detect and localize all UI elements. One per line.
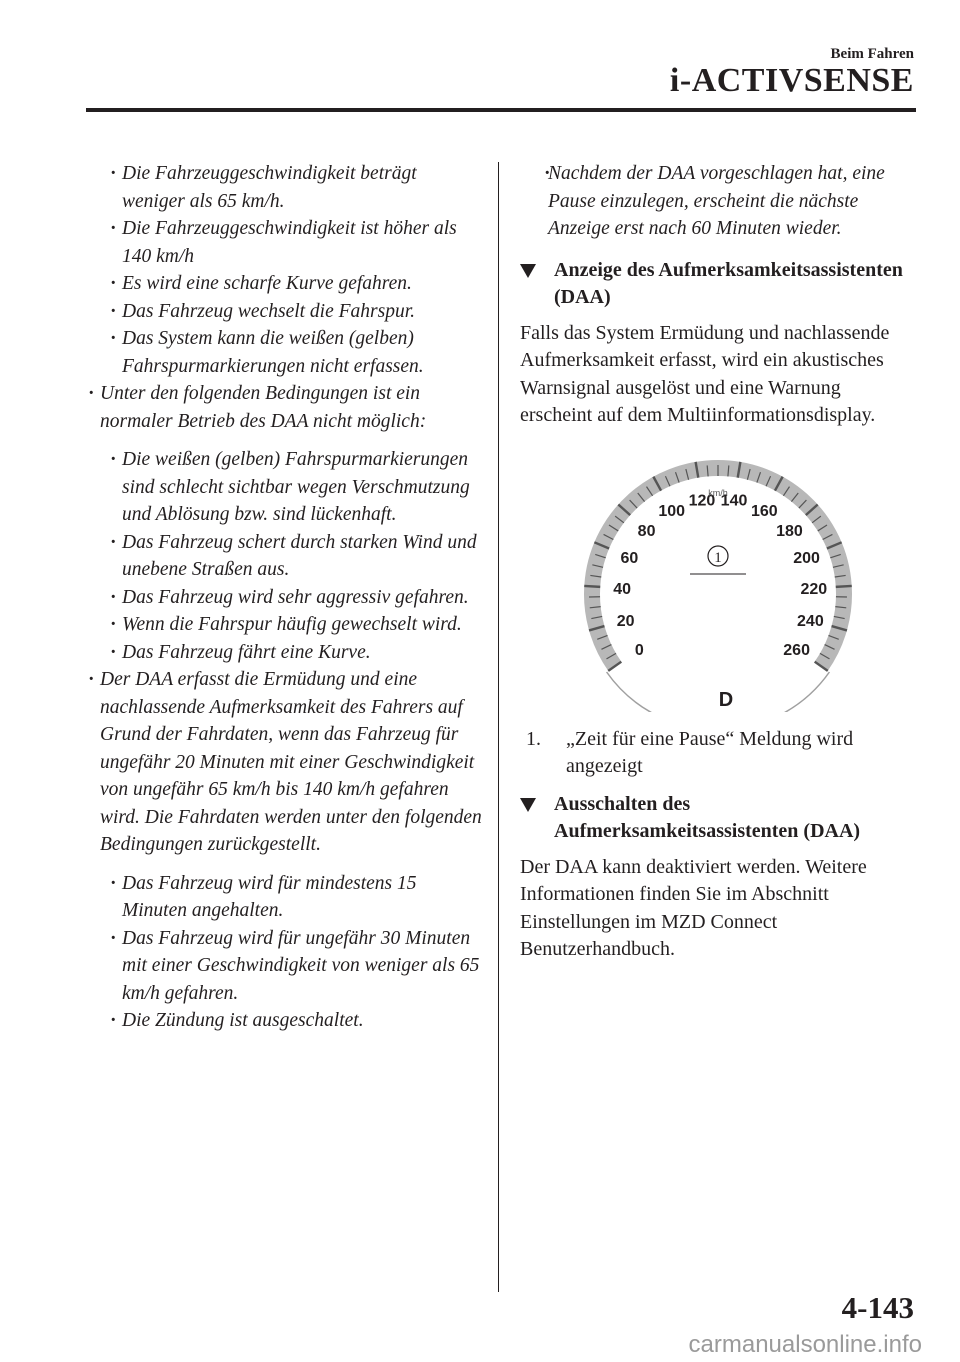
- item-number: 1.: [526, 727, 541, 750]
- gauge-label: 100: [658, 502, 686, 520]
- speedometer-figure: [520, 442, 916, 712]
- bullet-item: · Die Zündung ist ausgeschaltet.: [86, 1007, 484, 1035]
- callout-number: 1: [714, 549, 722, 566]
- main-bullet: · Unter den folgenden Bedingungen ist ein normaler Betrieb des DAA nicht möglich:: [86, 380, 484, 435]
- bullet-list-c: [86, 870, 484, 1035]
- bullet-item: · Die weißen (gelben) Fahrspurmarkierungen sind schlecht sichtbar wegen Verschmutzung und Ablösung bzw. sind lückenhaft.: [86, 446, 484, 529]
- gauge-label: 260: [783, 641, 810, 659]
- gauge-label: 200: [793, 549, 820, 567]
- gear-indicator: D: [718, 688, 734, 711]
- gauge-tick: [584, 585, 600, 586]
- triangle-marker-icon: [520, 264, 536, 278]
- header-section: Beim Fahren: [830, 46, 914, 62]
- gauge-label: 60: [620, 549, 639, 567]
- bullet-item: · Das System kann die weißen (gelben) Fahrspurmarkierungen nicht erfassen.: [86, 325, 484, 380]
- bullet-item: · Das Fahrzeug fährt eine Kurve.: [86, 639, 484, 667]
- gauge-label: 180: [776, 522, 803, 540]
- main-bullet: · Der DAA erfasst die Ermüdung und eine nachlassende Aufmerksamkeit des Fahrers auf Grund der Fahrdaten, wenn das Fahrzeug für ungefähr 20 Minuten mit einer Geschwindigkeit von ungefähr 65 km/h bis 140 km/h gefahren wird. Die Fahrdaten werden unter den folgenden Bedingungen zurückgestellt.: [86, 666, 484, 859]
- bullet-item: · Es wird eine scharfe Kurve gefahren.: [86, 270, 484, 298]
- right-column: [520, 160, 916, 964]
- bullet-item: · Nachdem der DAA vorgeschlagen hat, eine Pause einzulegen, erscheint die nächste Anzeige erst nach 60 Minuten wieder.: [520, 160, 916, 243]
- bullet-item: · Die Fahrzeuggeschwindigkeit ist höher als 140 km/h: [86, 215, 484, 270]
- gauge-label: 0: [634, 641, 644, 659]
- gauge-label: 40: [613, 580, 632, 598]
- heading-text: Anzeige des Aufmerksamkeitsassistenten (DAA): [554, 258, 903, 308]
- gauge-unit: km/h: [708, 487, 728, 498]
- heading-text: Ausschalten des Aufmerksamkeitsassistenten (DAA): [554, 792, 861, 842]
- triangle-marker-icon: [520, 798, 536, 812]
- column-divider: [498, 162, 499, 1292]
- bullet-item: · Das Fahrzeug wird für ungefähr 30 Minuten mit einer Geschwindigkeit von weniger als 65 km/h gefahren.: [86, 925, 484, 1008]
- watermark: carmanualsonline.info: [688, 1331, 922, 1358]
- bullet-item: · Das Fahrzeug wechselt die Fahrspur.: [86, 298, 484, 326]
- gauge-label: 220: [800, 580, 828, 598]
- bullet-item: · Das Fahrzeug wird sehr aggressiv gefahren.: [86, 584, 484, 612]
- gauge-label: 80: [637, 522, 656, 540]
- header-title: i-ACTIVSENSE: [669, 62, 914, 99]
- section-heading-display: [520, 257, 916, 312]
- bullet-list-a: [86, 160, 484, 380]
- gauge-label: 20: [616, 612, 635, 630]
- bullet-item: · Das Fahrzeug schert durch starken Wind und unebene Straßen aus.: [86, 529, 484, 584]
- bullet-list-b: [86, 446, 484, 666]
- gauge-label: 160: [750, 502, 778, 520]
- numbered-item: [520, 726, 916, 781]
- speedometer-gauge: [520, 442, 916, 712]
- bullet-item: · Das Fahrzeug wird für mindestens 15 Minuten angehalten.: [86, 870, 484, 925]
- paragraph: Der DAA kann deaktiviert werden. Weitere Informationen finden Sie im Abschnitt Einstellungen im MZD Connect Benutzerhandbuch.: [520, 855, 867, 960]
- paragraph: Falls das System Ermüdung und nachlassende Aufmerksamkeit erfasst, wird ein akustisches Warnsignal ausgelöst und eine Warnung erscheint auf dem Multiinformationsdisplay.: [520, 321, 890, 426]
- page-number: 4-143: [841, 1290, 914, 1325]
- gauge-label: 240: [797, 612, 824, 630]
- gauge-label: 120: [688, 491, 716, 509]
- left-column: [86, 160, 484, 1035]
- section-heading-disable: [520, 791, 916, 846]
- header-rule: [86, 108, 916, 112]
- gauge-label: 140: [720, 491, 748, 509]
- bullet-item: · Die Fahrzeuggeschwindigkeit beträgt weniger als 65 km/h.: [86, 160, 484, 215]
- item-text: „Zeit für eine Pause“ Meldung wird angezeigt: [566, 727, 854, 777]
- gauge-tick: [836, 585, 852, 586]
- bullet-item: · Wenn die Fahrspur häufig gewechselt wird.: [86, 611, 484, 639]
